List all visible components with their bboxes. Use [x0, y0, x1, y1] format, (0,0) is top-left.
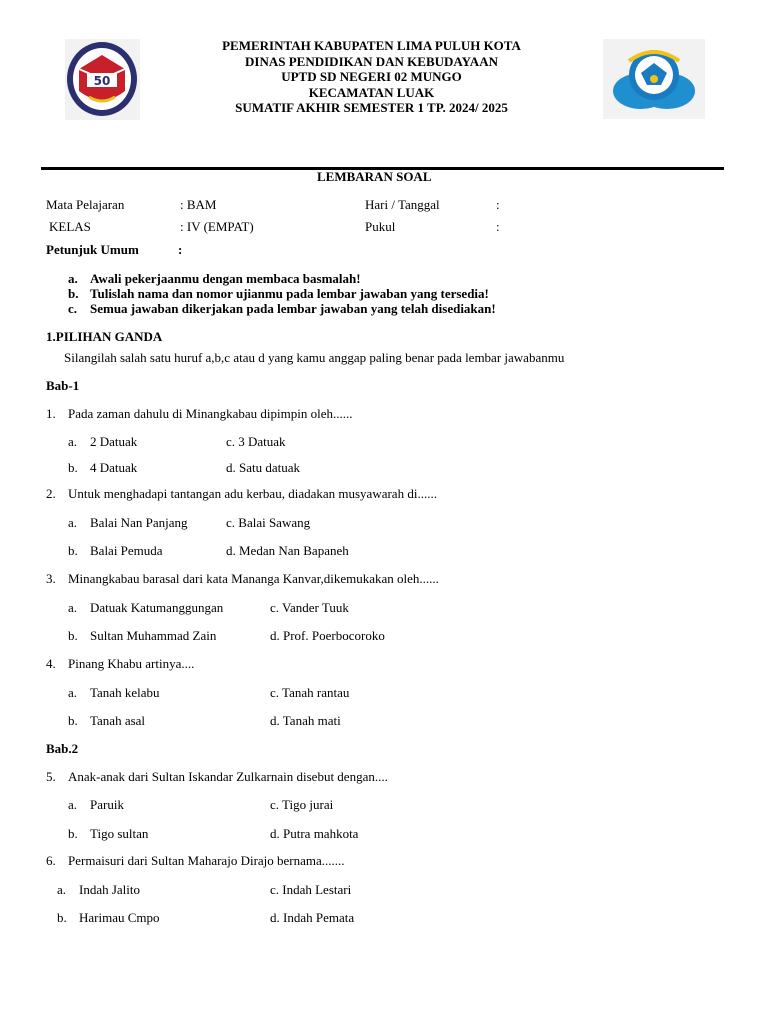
question-number: 4. — [46, 656, 56, 671]
option-d: d. Satu datuak — [226, 460, 301, 475]
question-text: Untuk menghadapi tantangan adu kerbau, diadakan musyawarah di...... — [68, 486, 437, 501]
question-text: Pinang Khabu artinya.... — [68, 656, 195, 671]
question-number: 2. — [46, 486, 56, 501]
subject-label: Mata Pelajaran — [46, 197, 125, 212]
question-number: 6. — [46, 853, 56, 868]
time-value: : — [496, 219, 500, 234]
date-value: : — [496, 197, 500, 212]
sheet-title: LEMBARAN SOAL — [317, 169, 432, 184]
instruction-item: Semua jawaban dikerjakan pada lembar jawaban yang telah disediakan! — [90, 301, 496, 316]
option-marker: a. — [68, 797, 78, 812]
option-b: Harimau Cmpo — [79, 910, 160, 925]
regency-logo — [65, 39, 140, 120]
option-marker: b. — [57, 910, 67, 925]
svg-text:50: 50 — [93, 74, 111, 88]
class-value: : IV (EMPAT) — [180, 219, 254, 234]
section-title: 1.PILIHAN GANDA — [46, 329, 163, 344]
instruction-marker: a. — [68, 271, 78, 286]
instructions-colon: : — [178, 242, 183, 257]
question-text: Anak-anak dari Sultan Iskandar Zulkarnain disebut dengan.... — [68, 769, 388, 784]
question-number: 5. — [46, 769, 56, 784]
option-marker: b. — [68, 628, 78, 643]
option-c: c. 3 Datuak — [226, 434, 286, 449]
option-c: c. Balai Sawang — [226, 515, 311, 530]
option-a: Paruik — [90, 797, 124, 812]
option-b: Tigo sultan — [90, 826, 149, 841]
section-instruction: Silangilah salah satu huruf a,b,c atau d yang kamu anggap paling benar pada lembar jawabanmu — [64, 350, 565, 365]
header-line: KECAMATAN LUAK — [308, 84, 435, 100]
option-c: c. Vander Tuuk — [270, 600, 349, 615]
instruction-marker: c. — [68, 301, 78, 316]
option-marker: b. — [68, 713, 78, 728]
option-b: Sultan Muhammad Zain — [90, 628, 217, 643]
option-a: 2 Datuak — [90, 434, 138, 449]
question-text: Minangkabau barasal dari kata Mananga Kanvar,dikemukakan oleh...... — [68, 571, 439, 586]
option-marker: a. — [57, 882, 67, 897]
instructions-label: Petunjuk Umum — [46, 242, 139, 257]
question-number: 1. — [46, 406, 56, 421]
option-c: c. Tigo jurai — [270, 797, 334, 812]
school-header — [140, 38, 603, 116]
tut-wuri-handayani-icon — [603, 39, 705, 119]
option-marker: a. — [68, 685, 78, 700]
option-c: c. Indah Lestari — [270, 882, 352, 897]
date-label: Hari / Tanggal — [365, 197, 440, 212]
option-c: c. Tanah rantau — [270, 685, 350, 700]
regency-emblem-icon — [65, 39, 140, 120]
chapter-heading: Bab.2 — [46, 741, 79, 756]
time-label: Pukul — [365, 219, 396, 234]
option-d: d. Tanah mati — [270, 713, 341, 728]
question-text: Permaisuri dari Sultan Maharajo Dirajo bernama....... — [68, 853, 345, 868]
option-a: Indah Jalito — [79, 882, 141, 897]
subject-value: : BAM — [180, 197, 217, 212]
option-a: Tanah kelabu — [90, 685, 160, 700]
instruction-item: Tulislah nama dan nomor ujianmu pada lembar jawaban yang tersedia! — [90, 286, 489, 301]
option-marker: a. — [68, 515, 78, 530]
option-a: Balai Nan Panjang — [90, 515, 188, 530]
instruction-marker: b. — [68, 286, 79, 301]
option-d: d. Prof. Poerbocoroko — [270, 628, 385, 643]
option-b: Tanah asal — [90, 713, 146, 728]
header-line: DINAS PENDIDIKAN DAN KEBUDAYAAN — [245, 53, 498, 69]
option-marker: a. — [68, 434, 78, 449]
option-d: d. Medan Nan Bapaneh — [226, 543, 349, 558]
option-b: 4 Datuak — [90, 460, 138, 475]
option-marker: b. — [68, 460, 78, 475]
ministry-logo — [603, 39, 705, 119]
header-line: UPTD SD NEGERI 02 MUNGO — [281, 69, 462, 84]
option-d: d. Putra mahkota — [270, 826, 359, 841]
class-label: KELAS — [49, 219, 91, 234]
header-line: SUMATIF AKHIR SEMESTER 1 TP. 2024/ 2025 — [235, 100, 508, 115]
instruction-item: Awali pekerjaanmu dengan membaca basmalah! — [90, 271, 361, 286]
option-a: Datuak Katumanggungan — [90, 600, 224, 615]
chapter-heading: Bab-1 — [46, 378, 80, 393]
option-b: Balai Pemuda — [90, 543, 163, 558]
option-marker: a. — [68, 600, 78, 615]
option-d: d. Indah Pemata — [270, 910, 355, 925]
option-marker: b. — [68, 543, 78, 558]
question-number: 3. — [46, 571, 56, 586]
option-marker: b. — [68, 826, 78, 841]
header-line: PEMERINTAH KABUPATEN LIMA PULUH KOTA — [222, 38, 521, 53]
question-text: Pada zaman dahulu di Minangkabau dipimpin oleh...... — [68, 406, 353, 421]
